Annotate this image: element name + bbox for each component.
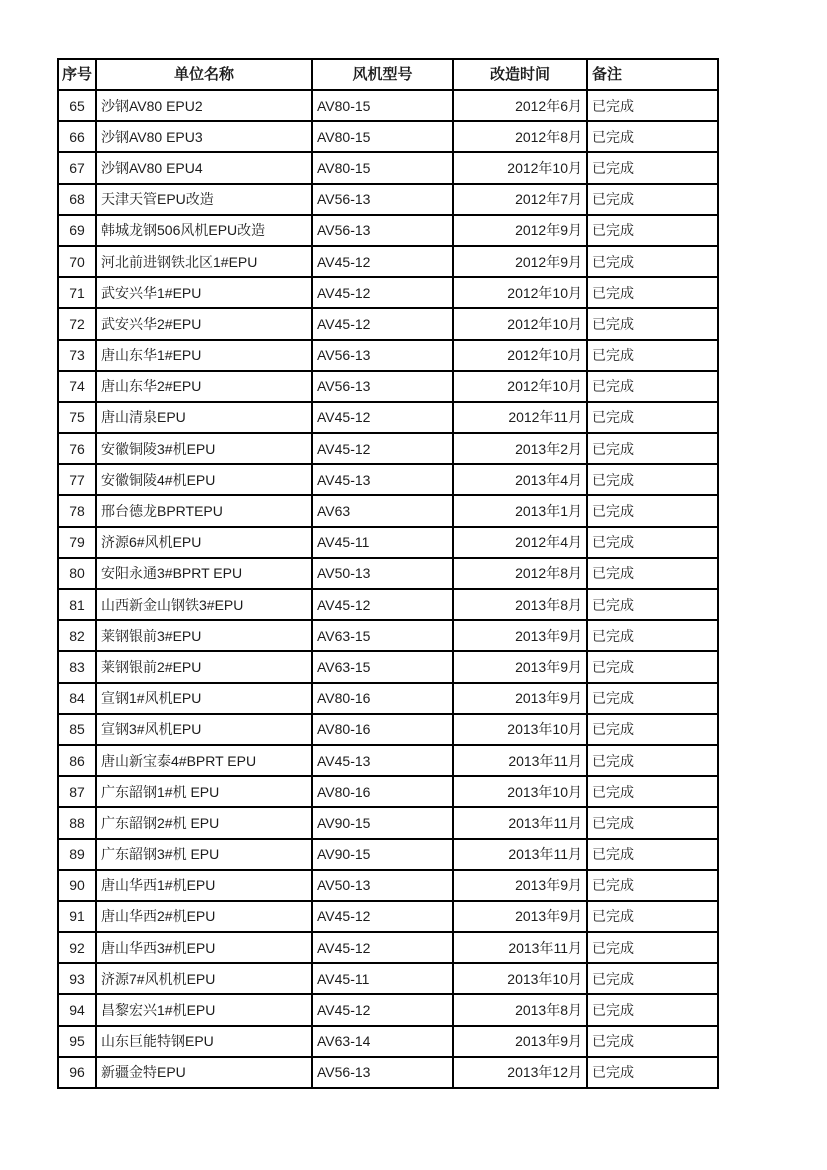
cell-serial: 91 (58, 901, 96, 932)
table-row (58, 901, 718, 932)
cell-model: AV63-14 (312, 1026, 453, 1057)
cell-remark: 已完成 (587, 651, 718, 682)
cell-model: AV90-15 (312, 839, 453, 870)
cell-remark: 已完成 (587, 464, 718, 495)
table-row (58, 714, 718, 745)
cell-model: AV56-13 (312, 1057, 453, 1088)
cell-model: AV45-12 (312, 246, 453, 277)
cell-remark: 已完成 (587, 246, 718, 277)
table-row (58, 464, 718, 495)
table-row (58, 932, 718, 963)
table-header (58, 59, 718, 90)
cell-model: AV45-13 (312, 464, 453, 495)
cell-date: 2012年10月 (453, 277, 587, 308)
header-row (58, 59, 718, 90)
cell-unit: 山东巨能特钢EPU (96, 1026, 312, 1057)
cell-remark: 已完成 (587, 932, 718, 963)
cell-unit: 昌黎宏兴1#机EPU (96, 994, 312, 1025)
cell-unit: 广东韶钢2#机 EPU (96, 807, 312, 838)
cell-remark: 已完成 (587, 683, 718, 714)
table-body (58, 90, 718, 1088)
table-row (58, 308, 718, 339)
cell-unit: 山西新金山钢铁3#EPU (96, 589, 312, 620)
cell-model: AV80-15 (312, 90, 453, 121)
cell-model: AV45-12 (312, 308, 453, 339)
table-row (58, 994, 718, 1025)
cell-remark: 已完成 (587, 1026, 718, 1057)
table-row (58, 558, 718, 589)
table-row (58, 839, 718, 870)
cell-date: 2012年10月 (453, 152, 587, 183)
cell-unit: 广东韶钢3#机 EPU (96, 839, 312, 870)
cell-unit: 沙钢AV80 EPU4 (96, 152, 312, 183)
cell-serial: 87 (58, 776, 96, 807)
cell-unit: 唐山华西2#机EPU (96, 901, 312, 932)
cell-model: AV45-12 (312, 901, 453, 932)
cell-model: AV45-12 (312, 932, 453, 963)
cell-serial: 70 (58, 246, 96, 277)
cell-serial: 66 (58, 121, 96, 152)
cell-serial: 78 (58, 495, 96, 526)
cell-model: AV45-11 (312, 527, 453, 558)
cell-model: AV45-11 (312, 963, 453, 994)
cell-model: AV45-13 (312, 745, 453, 776)
cell-serial: 67 (58, 152, 96, 183)
table-row (58, 90, 718, 121)
cell-remark: 已完成 (587, 807, 718, 838)
cell-date: 2013年8月 (453, 994, 587, 1025)
cell-serial: 65 (58, 90, 96, 121)
cell-unit: 武安兴华1#EPU (96, 277, 312, 308)
cell-model: AV56-13 (312, 340, 453, 371)
cell-remark: 已完成 (587, 745, 718, 776)
cell-date: 2013年12月 (453, 1057, 587, 1088)
cell-serial: 75 (58, 402, 96, 433)
cell-remark: 已完成 (587, 558, 718, 589)
header-date: 改造时间 (453, 59, 587, 90)
table-row (58, 745, 718, 776)
cell-model: AV45-12 (312, 433, 453, 464)
table-row (58, 152, 718, 183)
table-row (58, 184, 718, 215)
cell-remark: 已完成 (587, 184, 718, 215)
cell-model: AV80-15 (312, 152, 453, 183)
cell-date: 2013年2月 (453, 433, 587, 464)
cell-serial: 69 (58, 215, 96, 246)
cell-unit: 天津天管EPU改造 (96, 184, 312, 215)
cell-serial: 88 (58, 807, 96, 838)
table-row (58, 963, 718, 994)
cell-serial: 86 (58, 745, 96, 776)
cell-date: 2013年11月 (453, 807, 587, 838)
cell-unit: 唐山清泉EPU (96, 402, 312, 433)
cell-unit: 宣钢1#风机EPU (96, 683, 312, 714)
cell-remark: 已完成 (587, 870, 718, 901)
cell-model: AV80-16 (312, 683, 453, 714)
header-serial: 序号 (58, 59, 96, 90)
cell-serial: 93 (58, 963, 96, 994)
cell-model: AV50-13 (312, 870, 453, 901)
cell-serial: 77 (58, 464, 96, 495)
table-row (58, 402, 718, 433)
table-row (58, 1026, 718, 1057)
cell-model: AV63 (312, 495, 453, 526)
cell-model: AV90-15 (312, 807, 453, 838)
table-row (58, 277, 718, 308)
cell-remark: 已完成 (587, 371, 718, 402)
cell-remark: 已完成 (587, 901, 718, 932)
cell-date: 2013年9月 (453, 683, 587, 714)
table-row (58, 433, 718, 464)
cell-remark: 已完成 (587, 839, 718, 870)
cell-remark: 已完成 (587, 994, 718, 1025)
cell-unit: 河北前进钢铁北区1#EPU (96, 246, 312, 277)
cell-serial: 94 (58, 994, 96, 1025)
table-row (58, 495, 718, 526)
cell-date: 2013年11月 (453, 745, 587, 776)
cell-serial: 84 (58, 683, 96, 714)
cell-model: AV80-16 (312, 714, 453, 745)
table-row (58, 683, 718, 714)
cell-date: 2012年11月 (453, 402, 587, 433)
cell-serial: 81 (58, 589, 96, 620)
cell-date: 2013年9月 (453, 901, 587, 932)
cell-unit: 韩城龙钢506风机EPU改造 (96, 215, 312, 246)
cell-model: AV45-12 (312, 277, 453, 308)
cell-unit: 唐山华西1#机EPU (96, 870, 312, 901)
cell-remark: 已完成 (587, 527, 718, 558)
cell-date: 2012年9月 (453, 215, 587, 246)
cell-date: 2013年10月 (453, 776, 587, 807)
cell-date: 2012年7月 (453, 184, 587, 215)
cell-model: AV45-12 (312, 994, 453, 1025)
cell-unit: 宣钢3#风机EPU (96, 714, 312, 745)
cell-unit: 唐山东华1#EPU (96, 340, 312, 371)
table-row (58, 371, 718, 402)
cell-remark: 已完成 (587, 308, 718, 339)
cell-date: 2012年9月 (453, 246, 587, 277)
cell-date: 2013年1月 (453, 495, 587, 526)
cell-date: 2013年10月 (453, 714, 587, 745)
cell-remark: 已完成 (587, 495, 718, 526)
cell-model: AV56-13 (312, 184, 453, 215)
cell-unit: 新疆金特EPU (96, 1057, 312, 1088)
cell-model: AV63-15 (312, 620, 453, 651)
cell-unit: 莱钢银前3#EPU (96, 620, 312, 651)
table-row (58, 527, 718, 558)
cell-model: AV80-15 (312, 121, 453, 152)
cell-model: AV63-15 (312, 651, 453, 682)
table-row (58, 121, 718, 152)
cell-unit: 邢台德龙BPRTEPU (96, 495, 312, 526)
cell-date: 2012年10月 (453, 340, 587, 371)
cell-date: 2013年11月 (453, 932, 587, 963)
table-row (58, 340, 718, 371)
cell-model: AV50-13 (312, 558, 453, 589)
cell-date: 2013年11月 (453, 839, 587, 870)
cell-unit: 莱钢银前2#EPU (96, 651, 312, 682)
cell-remark: 已完成 (587, 714, 718, 745)
cell-date: 2012年8月 (453, 121, 587, 152)
cell-remark: 已完成 (587, 121, 718, 152)
cell-serial: 72 (58, 308, 96, 339)
table-row (58, 870, 718, 901)
cell-date: 2013年9月 (453, 870, 587, 901)
cell-remark: 已完成 (587, 963, 718, 994)
cell-model: AV80-16 (312, 776, 453, 807)
cell-serial: 96 (58, 1057, 96, 1088)
cell-date: 2012年10月 (453, 371, 587, 402)
cell-model: AV56-13 (312, 215, 453, 246)
cell-unit: 唐山新宝泰4#BPRT EPU (96, 745, 312, 776)
cell-date: 2013年8月 (453, 589, 587, 620)
cell-remark: 已完成 (587, 589, 718, 620)
header-unit: 单位名称 (96, 59, 312, 90)
cell-remark: 已完成 (587, 402, 718, 433)
cell-serial: 79 (58, 527, 96, 558)
cell-unit: 沙钢AV80 EPU3 (96, 121, 312, 152)
table-row (58, 246, 718, 277)
table-row (58, 776, 718, 807)
cell-model: AV45-12 (312, 589, 453, 620)
cell-serial: 89 (58, 839, 96, 870)
cell-date: 2013年9月 (453, 1026, 587, 1057)
cell-remark: 已完成 (587, 620, 718, 651)
cell-date: 2013年4月 (453, 464, 587, 495)
cell-serial: 76 (58, 433, 96, 464)
cell-date: 2013年10月 (453, 963, 587, 994)
cell-remark: 已完成 (587, 215, 718, 246)
cell-unit: 安徽铜陵4#机EPU (96, 464, 312, 495)
cell-serial: 68 (58, 184, 96, 215)
cell-serial: 71 (58, 277, 96, 308)
cell-remark: 已完成 (587, 277, 718, 308)
cell-date: 2012年10月 (453, 308, 587, 339)
cell-serial: 74 (58, 371, 96, 402)
cell-date: 2013年9月 (453, 651, 587, 682)
cell-unit: 唐山东华2#EPU (96, 371, 312, 402)
cell-unit: 济源6#风机EPU (96, 527, 312, 558)
cell-unit: 广东韶钢1#机 EPU (96, 776, 312, 807)
table-row (58, 215, 718, 246)
header-remark: 备注 (587, 59, 718, 90)
cell-unit: 济源7#风机机EPU (96, 963, 312, 994)
cell-unit: 安阳永通3#BPRT EPU (96, 558, 312, 589)
cell-remark: 已完成 (587, 340, 718, 371)
cell-serial: 90 (58, 870, 96, 901)
cell-unit: 武安兴华2#EPU (96, 308, 312, 339)
cell-remark: 已完成 (587, 1057, 718, 1088)
cell-serial: 80 (58, 558, 96, 589)
cell-unit: 唐山华西3#机EPU (96, 932, 312, 963)
cell-date: 2013年9月 (453, 620, 587, 651)
table-row (58, 589, 718, 620)
cell-date: 2012年4月 (453, 527, 587, 558)
cell-serial: 82 (58, 620, 96, 651)
cell-date: 2012年6月 (453, 90, 587, 121)
cell-remark: 已完成 (587, 433, 718, 464)
cell-serial: 83 (58, 651, 96, 682)
table-row (58, 620, 718, 651)
cell-remark: 已完成 (587, 152, 718, 183)
cell-serial: 73 (58, 340, 96, 371)
table-row (58, 1057, 718, 1088)
fan-retrofit-table (57, 58, 719, 1089)
header-model: 风机型号 (312, 59, 453, 90)
cell-serial: 92 (58, 932, 96, 963)
cell-unit: 沙钢AV80 EPU2 (96, 90, 312, 121)
cell-serial: 95 (58, 1026, 96, 1057)
cell-unit: 安徽铜陵3#机EPU (96, 433, 312, 464)
table-row (58, 651, 718, 682)
cell-date: 2012年8月 (453, 558, 587, 589)
cell-remark: 已完成 (587, 90, 718, 121)
cell-serial: 85 (58, 714, 96, 745)
cell-model: AV45-12 (312, 402, 453, 433)
table-row (58, 807, 718, 838)
cell-model: AV56-13 (312, 371, 453, 402)
cell-remark: 已完成 (587, 776, 718, 807)
